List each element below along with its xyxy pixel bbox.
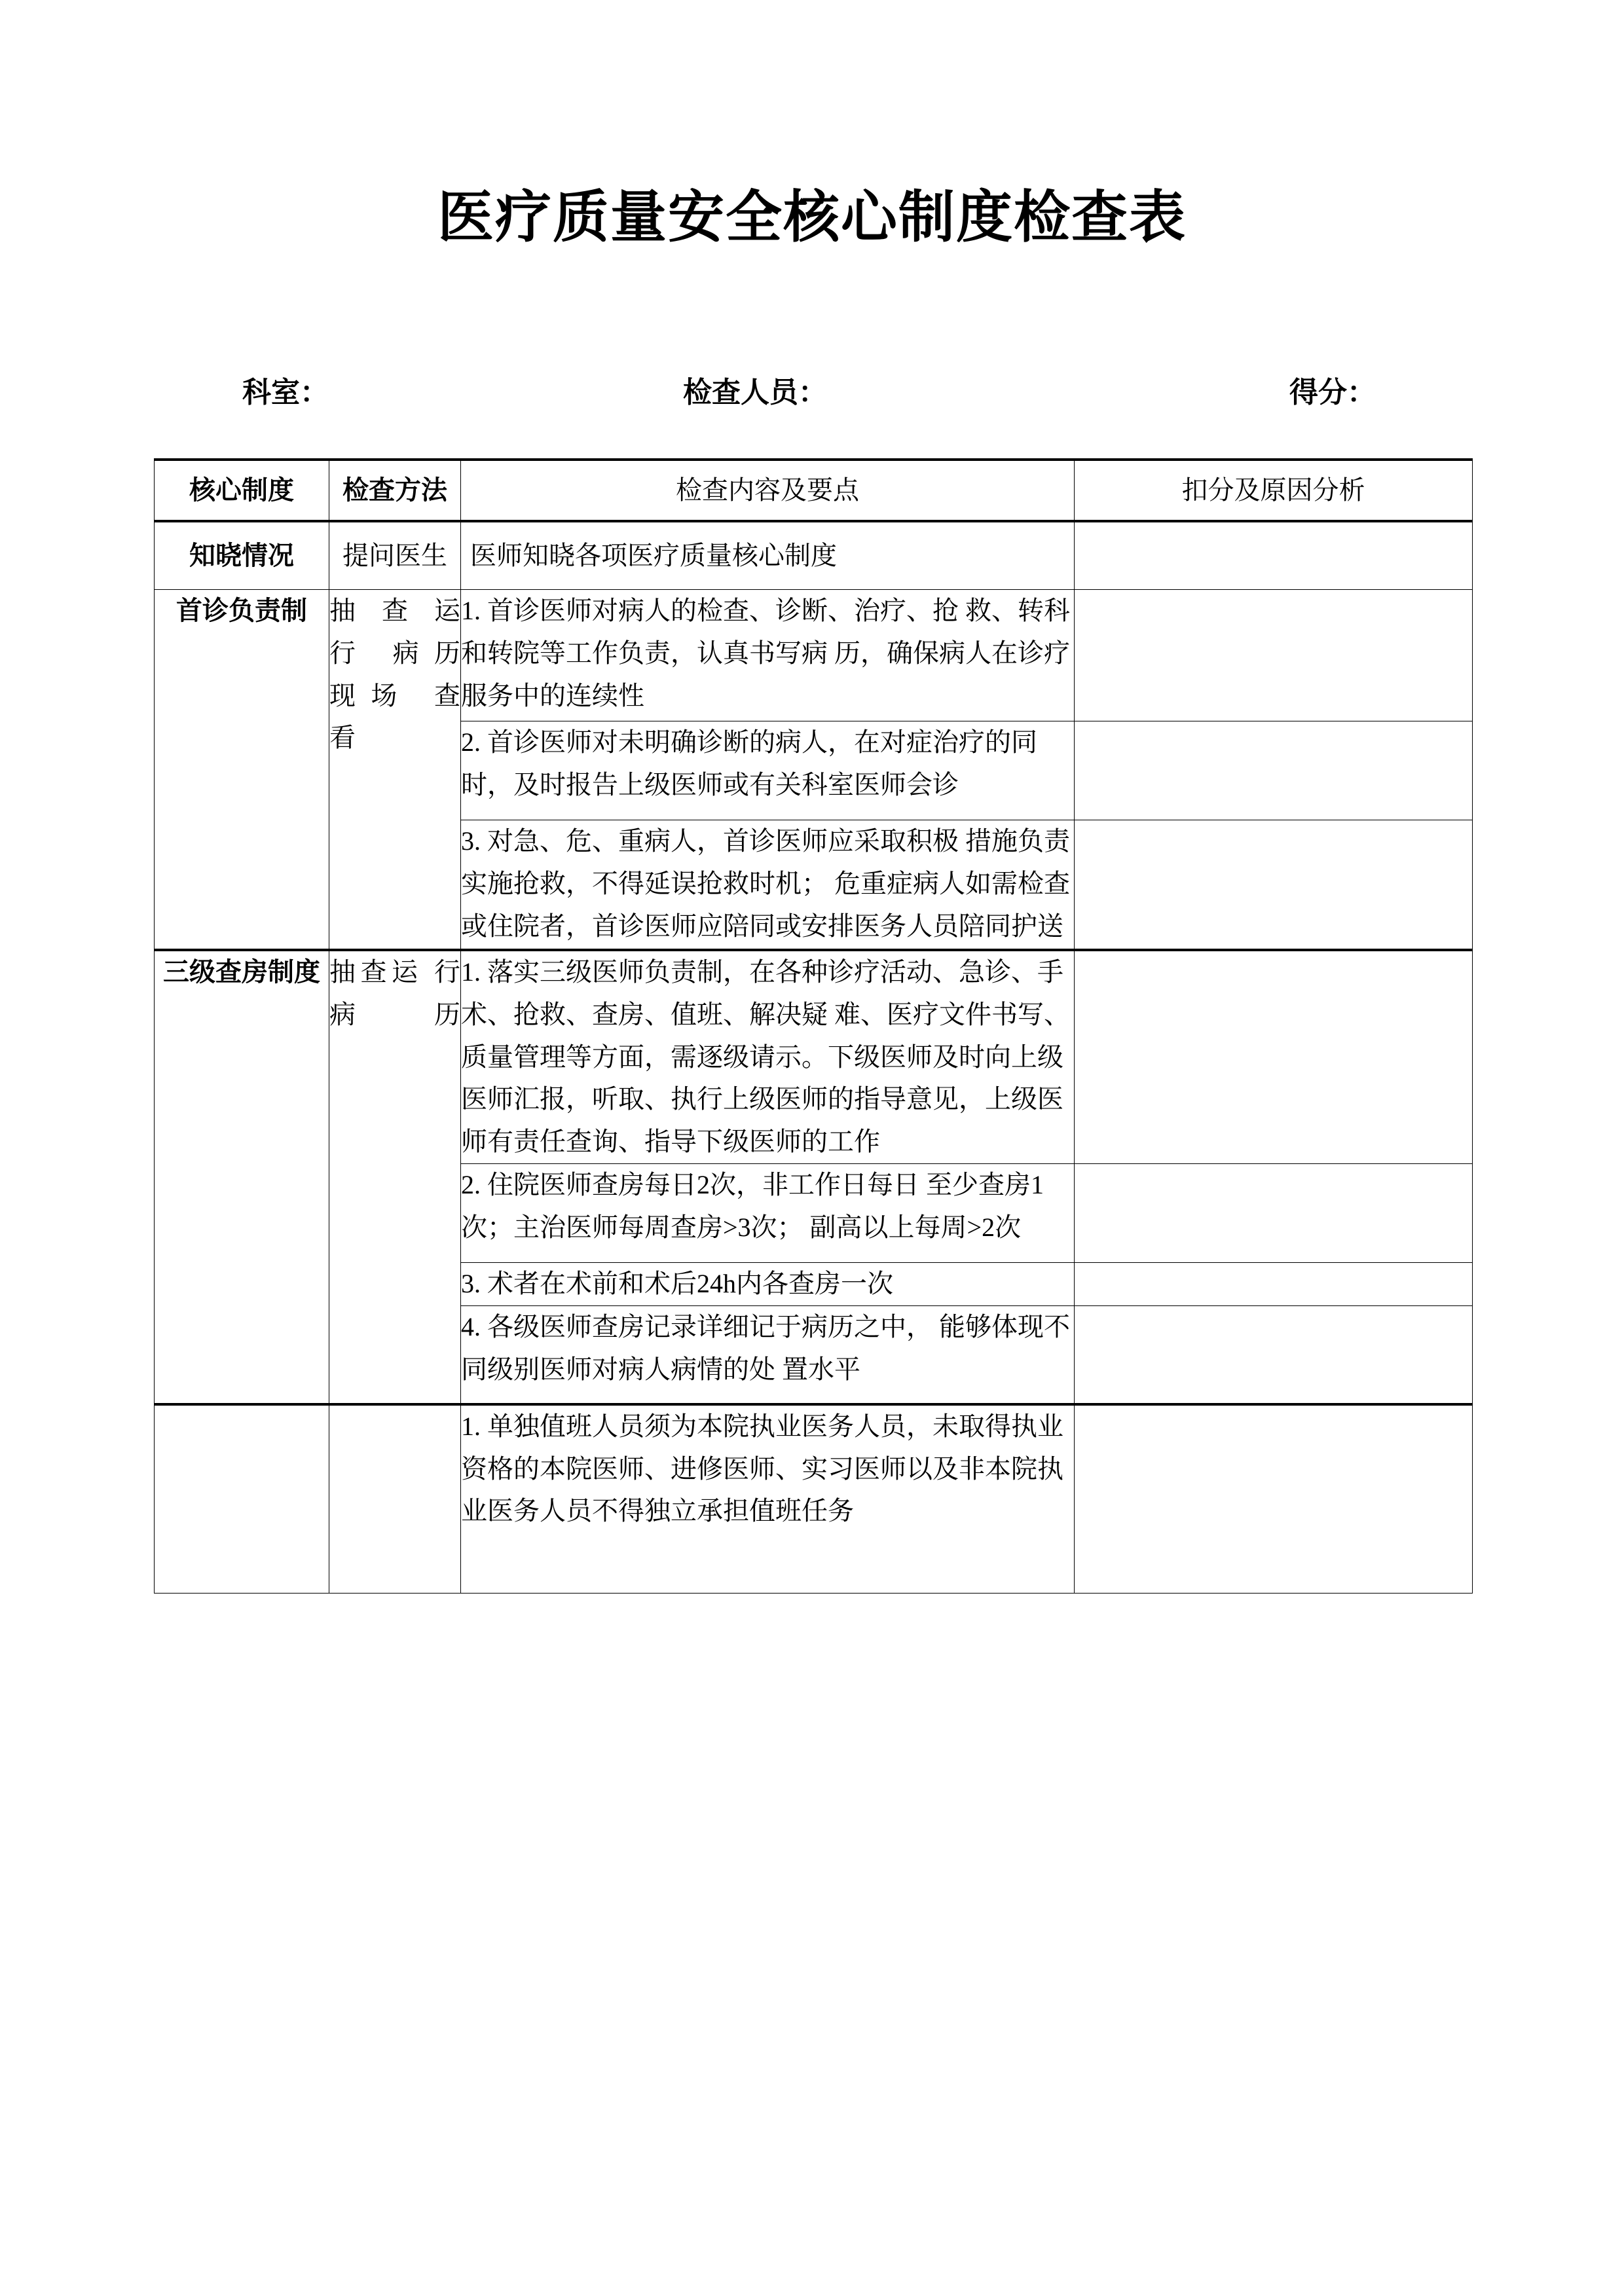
cell-deduction[interactable] <box>1075 521 1473 590</box>
cell-content: 2. 住院医师查房每日2次，非工作日每日 至少查房1次；主治医师每周查房>3次； 副高以上每周>2次 <box>461 1163 1075 1262</box>
cell-deduction[interactable] <box>1075 1305 1473 1404</box>
score-label: 得分： <box>1289 376 1376 409</box>
cell-content: 1. 落实三级医师负责制，在各种诊疗活动、急诊、手术、抢救、查房、值班、解决疑 难、医疗文件书写、质量管理等方面，需逐级请示。下级医师及时向上级医师汇报，听取、执行上级医师的指导意见，上级医师有责任查询、指导下级医师的工作 <box>461 950 1075 1163</box>
cell-method <box>329 950 461 1404</box>
header-core-system: 核心制度 <box>155 460 329 521</box>
department-label: 科室： <box>242 376 329 409</box>
inspection-table <box>154 458 1473 1594</box>
table-row <box>155 590 1473 721</box>
cell-content: 3. 对急、危、重病人，首诊医师应采取积极 措施负责实施抢救，不得延误抢救时机； 危重症病人如需检查或住院者，首诊医师应陪同或安排医务人员陪同护送 <box>461 820 1075 951</box>
inspector-label: 检查人员： <box>683 376 827 409</box>
cell-core-system: 知晓情况 <box>155 521 329 590</box>
cell-content: 2. 首诊医师对未明确诊断的病人，在对症治疗的同时，及时报告上级医师或有关科室医师会诊 <box>461 721 1075 820</box>
cell-content: 3. 术者在术前和术后24h内各查房一次 <box>461 1262 1075 1305</box>
cell-content: 医师知晓各项医疗质量核心制度 <box>461 521 1075 590</box>
cell-core-system: 首诊负责制 <box>155 590 329 951</box>
cell-method <box>329 590 461 951</box>
cell-deduction[interactable] <box>1075 1262 1473 1305</box>
cell-content: 1. 单独值班人员须为本院执业医务人员，未取得执业资格的本院医师、进修医师、实习医师以及非本院执业医务人员不得独立承担值班任务 <box>461 1404 1075 1594</box>
table-header-row <box>155 460 1473 521</box>
header-content: 检查内容及要点 <box>461 460 1075 521</box>
cell-deduction[interactable] <box>1075 820 1473 951</box>
method-line: 看 <box>329 723 356 753</box>
table-row <box>155 950 1473 1163</box>
header-deduction: 扣分及原因分析 <box>1075 460 1473 521</box>
table-row <box>155 521 1473 590</box>
cell-deduction[interactable] <box>1075 950 1473 1163</box>
cell-deduction[interactable] <box>1075 1404 1473 1594</box>
cell-core-system <box>155 1404 329 1594</box>
method-line: 抽查运 <box>329 957 423 987</box>
cell-core-system: 三级查房制度 <box>155 950 329 1404</box>
method-line: 抽查运 <box>329 596 460 625</box>
cell-deduction[interactable] <box>1075 1163 1473 1262</box>
method-line: 现场 查 <box>329 680 460 710</box>
cell-content: 1. 首诊医师对病人的检查、诊断、治疗、抢 救、转科和转院等工作负责，认真书写病 历，确保病人在诊疗服务中的连续性 <box>461 590 1075 721</box>
cell-method <box>329 1404 461 1594</box>
cell-deduction[interactable] <box>1075 590 1473 721</box>
table-row <box>155 1404 1473 1594</box>
method-line: 行 病历 <box>329 957 460 1029</box>
header-method: 检查方法 <box>329 460 461 521</box>
meta-row <box>154 378 1472 418</box>
cell-method: 提问医生 <box>329 521 461 590</box>
cell-deduction[interactable] <box>1075 721 1473 820</box>
page-title: 医疗质量安全核心制度检查表 <box>437 186 1187 249</box>
cell-content: 4. 各级医师查房记录详细记于病历之中， 能够体现不同级别医师对病人病情的处 置水平 <box>461 1305 1075 1404</box>
method-line: 行 病历 <box>329 638 460 668</box>
